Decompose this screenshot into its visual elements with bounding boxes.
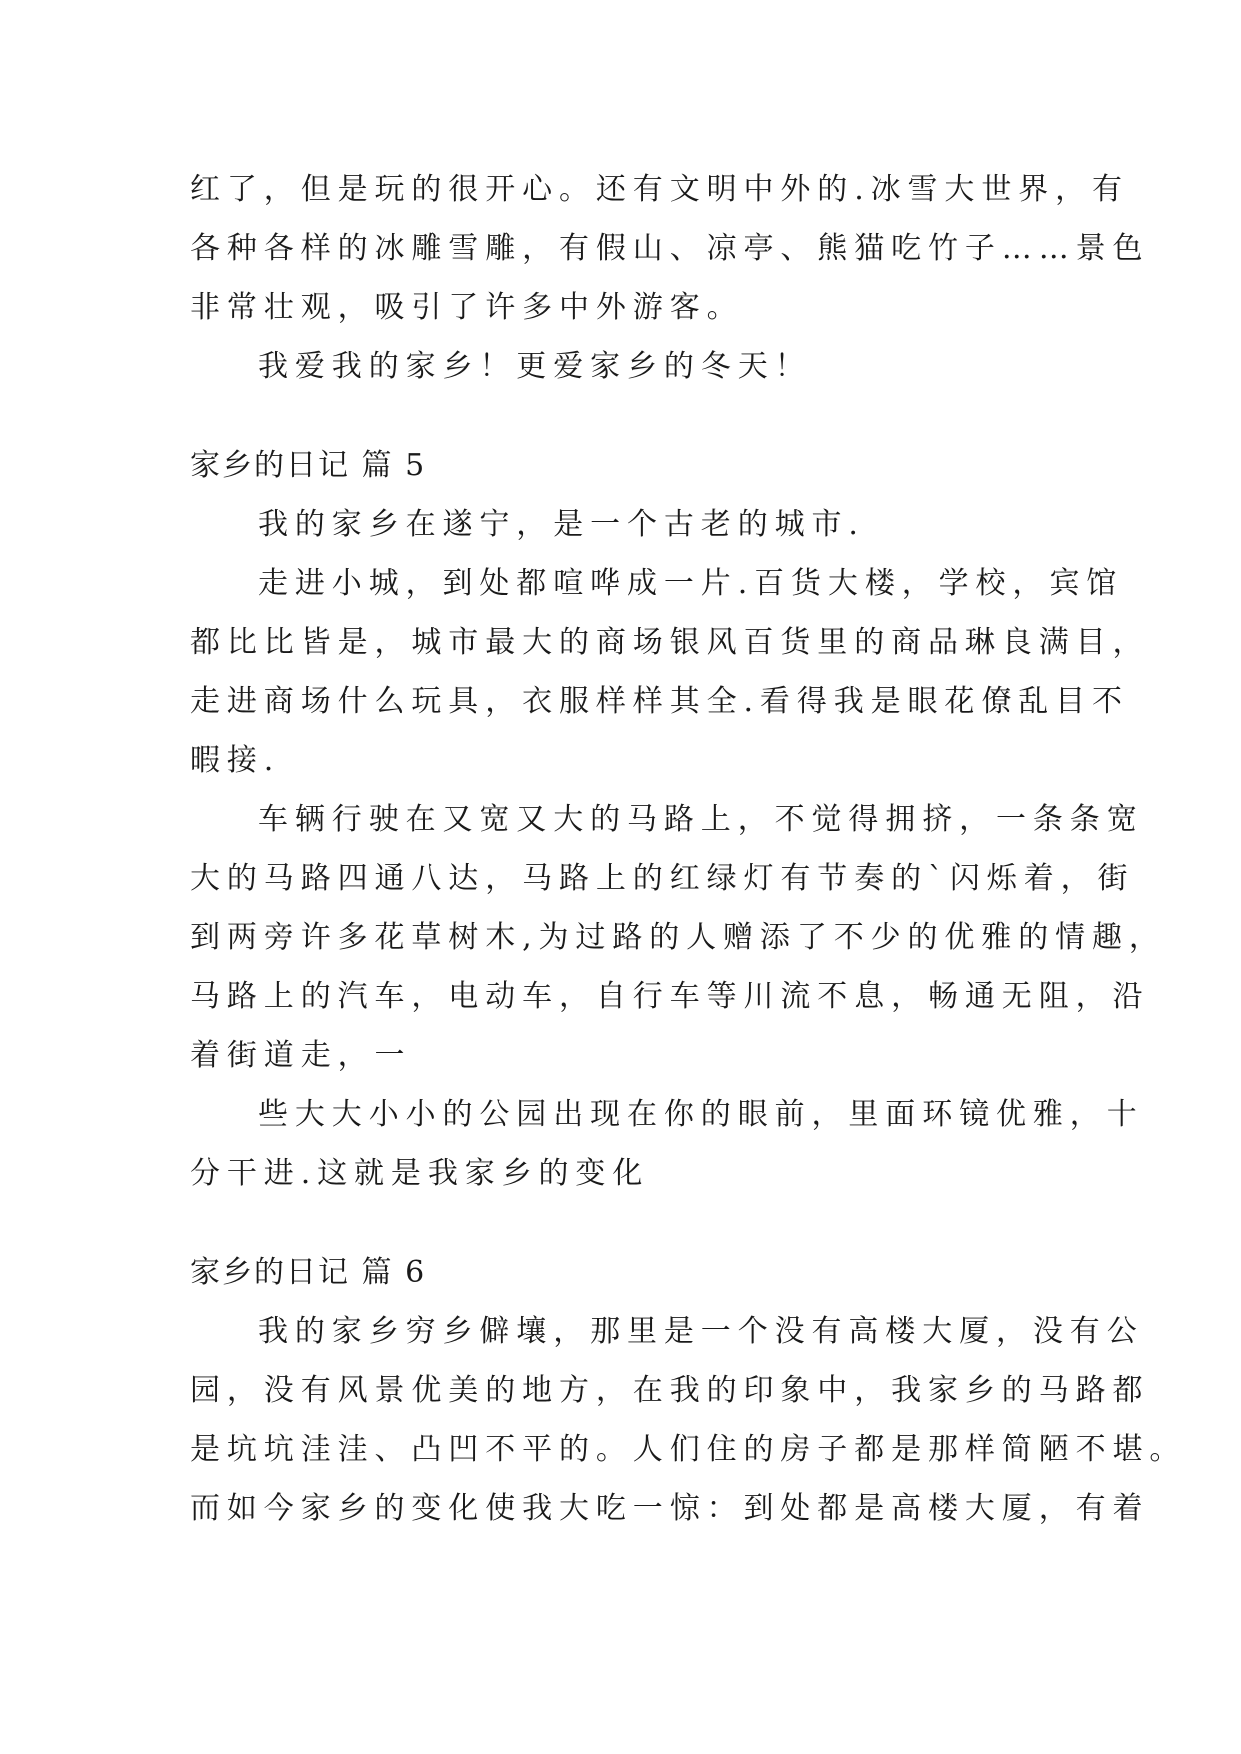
- paragraph-line: 马路上的汽车，电动车，自行车等川流不息，畅通无阻，沿: [190, 979, 1150, 1014]
- paragraph-line: 是坑坑洼洼、凸凹不平的。人们住的房子都是那样简陋不堪。: [190, 1432, 1187, 1467]
- paragraph-line: 大的马路四通八达，马路上的红绿灯有节奏的`闪烁着，街: [190, 861, 1135, 896]
- paragraph-line: 走进小城，到处都喧哗成一片.百货大楼，学校，宾馆: [258, 566, 1124, 601]
- text-line: 红了，但是玩的很开心。还有文明中外的.冰雪大世界，有: [190, 172, 1129, 207]
- paragraph-line: 而如今家乡的变化使我大吃一惊：到处都是高楼大厦，有着: [190, 1491, 1150, 1526]
- section-gap: [190, 1203, 1050, 1243]
- document-body: [190, 160, 1187, 1538]
- paragraph-line: 我的家乡在遂宁，是一个古老的城市.: [258, 507, 865, 542]
- paragraph-line: 些大大小小的公园出现在你的眼前，里面环镜优雅，十: [258, 1097, 1144, 1132]
- paragraph-line: 我的家乡穷乡僻壤，那里是一个没有高楼大厦，没有公: [258, 1314, 1144, 1349]
- text-line: 各种各样的冰雕雪雕，有假山、凉亭、熊猫吃竹子……景色: [190, 231, 1150, 266]
- paragraph-line: 走进商场什么玩具，衣服样样其全.看得我是眼花僚乱目不: [190, 684, 1129, 719]
- text-line: 非常壮观，吸引了许多中外游客。: [190, 290, 744, 325]
- paragraph-line: 分干进.这就是我家乡的变化: [190, 1156, 650, 1191]
- paragraph-line: 车辆行驶在又宽又大的马路上，不觉得拥挤，一条条宽: [258, 802, 1144, 837]
- closing-line: 我爱我的家乡！更爱家乡的冬天！: [258, 349, 812, 384]
- section-gap: [190, 396, 1050, 436]
- section-heading-6: 家乡的日记 篇 6: [190, 1255, 427, 1290]
- paragraph-line: 着街道走，一: [190, 1038, 412, 1073]
- paragraph-line: 园，没有风景优美的地方，在我的印象中，我家乡的马路都: [190, 1373, 1150, 1408]
- paragraph-line: 到两旁许多花草树木,为过路的人赠添了不少的优雅的情趣，: [190, 920, 1166, 955]
- paragraph-line: 都比比皆是，城市最大的商场银风百货里的商品琳良满目，: [190, 625, 1150, 660]
- paragraph-line: 暇接.: [190, 743, 281, 778]
- section-heading-5: 家乡的日记 篇 5: [190, 448, 427, 483]
